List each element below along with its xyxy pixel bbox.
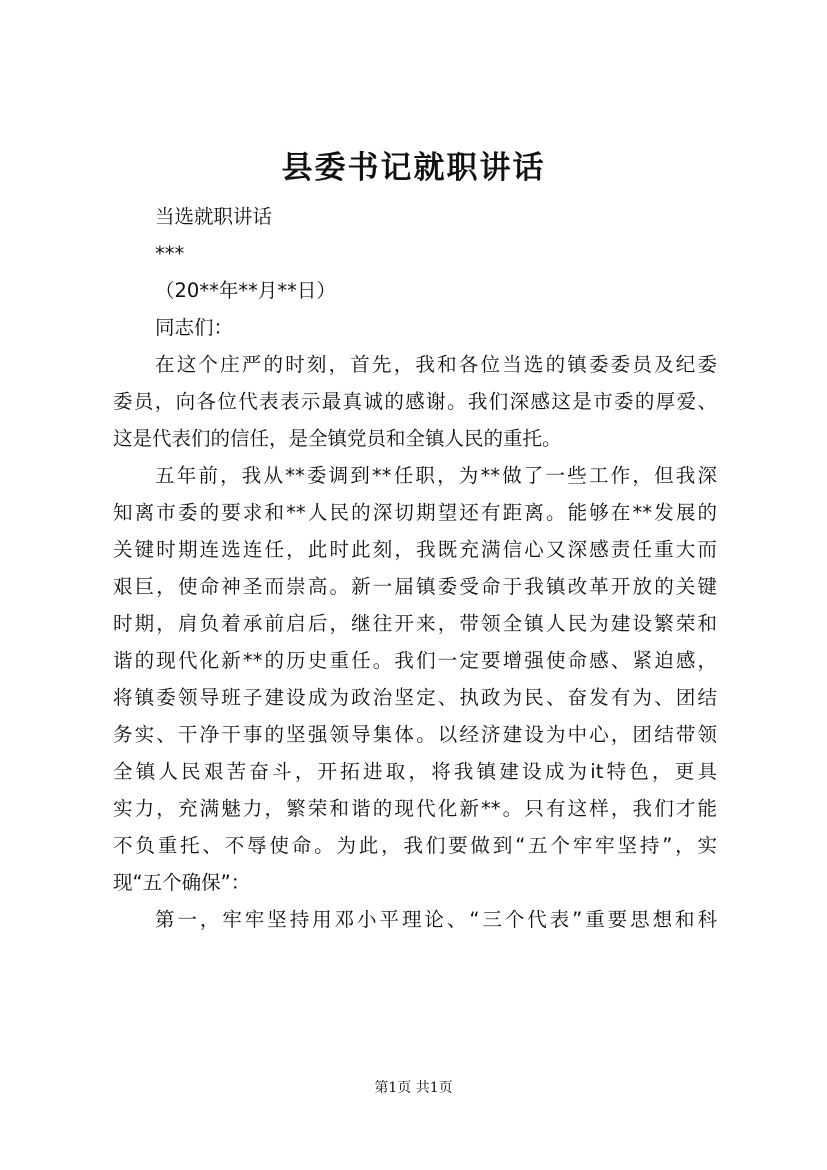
document-body (113, 198, 717, 938)
paragraph-line: 不负重托、不辱使命。为此，我们要做到“五个牢牢坚持”，实 (113, 834, 717, 857)
paragraph-line: 第一，牢牢坚持用邓小平理论、“三个代表”重要思想和科 (155, 908, 717, 931)
paragraph-line: 谐的现代化新**的历史重任。我们一定要增强使命感、紧迫感， (113, 649, 717, 672)
paragraph-line: 委员，向各位代表表示最真诚的感谢。我们深感这是市委的厚爱、 (113, 390, 717, 413)
paragraph-line: 关键时期连选连任，此时此刻，我既充满信心又深感责任重大而 (113, 538, 717, 561)
paragraph-line: 知离市委的要求和**人民的深切期望还有距离。能够在**发展的 (113, 501, 717, 524)
paragraph-line: 将镇委领导班子建设成为政治坚定、执政为民、奋发有为、团结 (113, 686, 717, 709)
paragraph-line: 在这个庄严的时刻，首先，我和各位当选的镇委委员及纪委 (155, 353, 717, 376)
paragraph-line: 时期，肩负着承前启后，继往开来，带领全镇人民为建设繁荣和 (113, 612, 717, 635)
paragraph-line: 现“五个确保”： (113, 871, 251, 894)
subtitle-line: 当选就职讲话 (155, 205, 273, 228)
paragraph-line: 五年前，我从**委调到**任职，为**做了一些工作，但我深 (155, 464, 717, 487)
author-line: *** (155, 242, 185, 265)
document-title: 县委书记就职讲话 (281, 150, 546, 186)
page-footer: 第1页 共1页 (374, 1080, 453, 1096)
paragraph-line: 艰巨，使命神圣而崇高。新一届镇委受命于我镇改革开放的关键 (113, 575, 717, 598)
paragraph-line: 这是代表们的信任，是全镇党员和全镇人民的重托。 (113, 427, 562, 450)
date-line: （20**年**月**日） (155, 279, 336, 302)
paragraph-line: 实力，充满魅力，繁荣和谐的现代化新**。只有这样，我们才能 (113, 797, 717, 820)
paragraph-line: 全镇人民艰苦奋斗，开拓进取，将我镇建设成为it特色，更具 (113, 760, 717, 783)
salutation-line: 同志们： (155, 316, 234, 339)
paragraph-line: 务实、干净干事的坚强领导集体。以经济建设为中心，团结带领 (113, 723, 717, 746)
